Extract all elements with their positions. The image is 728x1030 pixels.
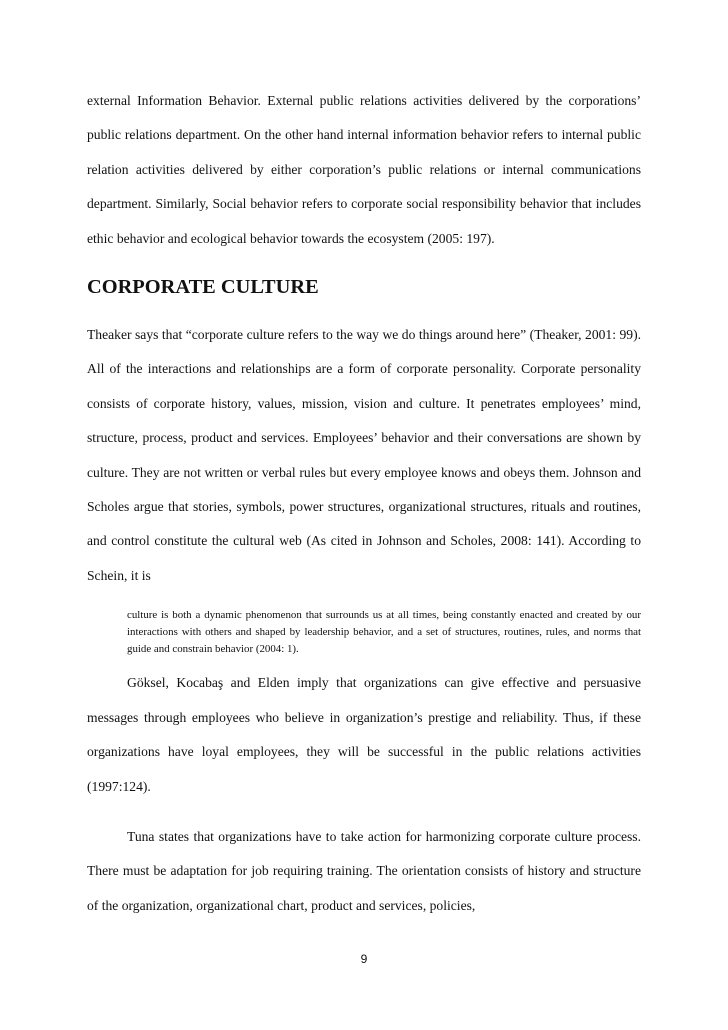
- body-paragraph-3: Göksel, Kocabaş and Elden imply that organizations can give effective and persuasive messages through employees who believe in organization’s prestige and reliability. Thus, if these organizations have loyal employees, they will be successful in the public relations activities (1997:124).: [87, 675, 641, 794]
- document-page: [87, 84, 641, 923]
- body-paragraph-4: Tuna states that organizations have to take action for harmonizing corporate culture process. There must be adaptation for job requiring training. The orientation consists of history and structure of the organization, organizational chart, product and services, policies,: [87, 828, 641, 913]
- body-paragraph-2: Theaker says that “corporate culture refers to the way we do things around here” (Theaker, 2001: 99). All of the interactions and relationships are a form of corporate personality. Corporate personality consists of corporate history, values, mission, vision and culture. It penetrates employees’ mind, structure, process, product and services. Employees’ behavior and their conversations are shown by culture. They are not written or verbal rules but every employee knows and obeys them. Johnson and Scholes argue that stories, symbols, power structures, organizational structures, rituals and routines, and control constitute the cultural web (As cited in Johnson and Scholes, 2008: 141). According to Schein, it is: [87, 327, 641, 583]
- block-quote: culture is both a dynamic phenomenon that surrounds us at all times, being constantly enacted and created by our interactions with others and shaped by leadership behavior, and a set of structures, routines, rules, and norms that guide and constrain behavior (2004: 1).: [127, 609, 641, 656]
- body-paragraph-1: external Information Behavior. External public relations activities delivered by the corporations’ public relations department. On the other hand internal information behavior refers to internal public relation activities delivered by either corporation’s public relations or internal communications department. Similarly, Social behavior refers to corporate social responsibility behavior that includes ethic behavior and ecological behavior towards the ecosystem (2005: 197).: [87, 93, 641, 246]
- section-heading: CORPORATE CULTURE: [87, 276, 319, 299]
- page-number: 9: [360, 952, 368, 966]
